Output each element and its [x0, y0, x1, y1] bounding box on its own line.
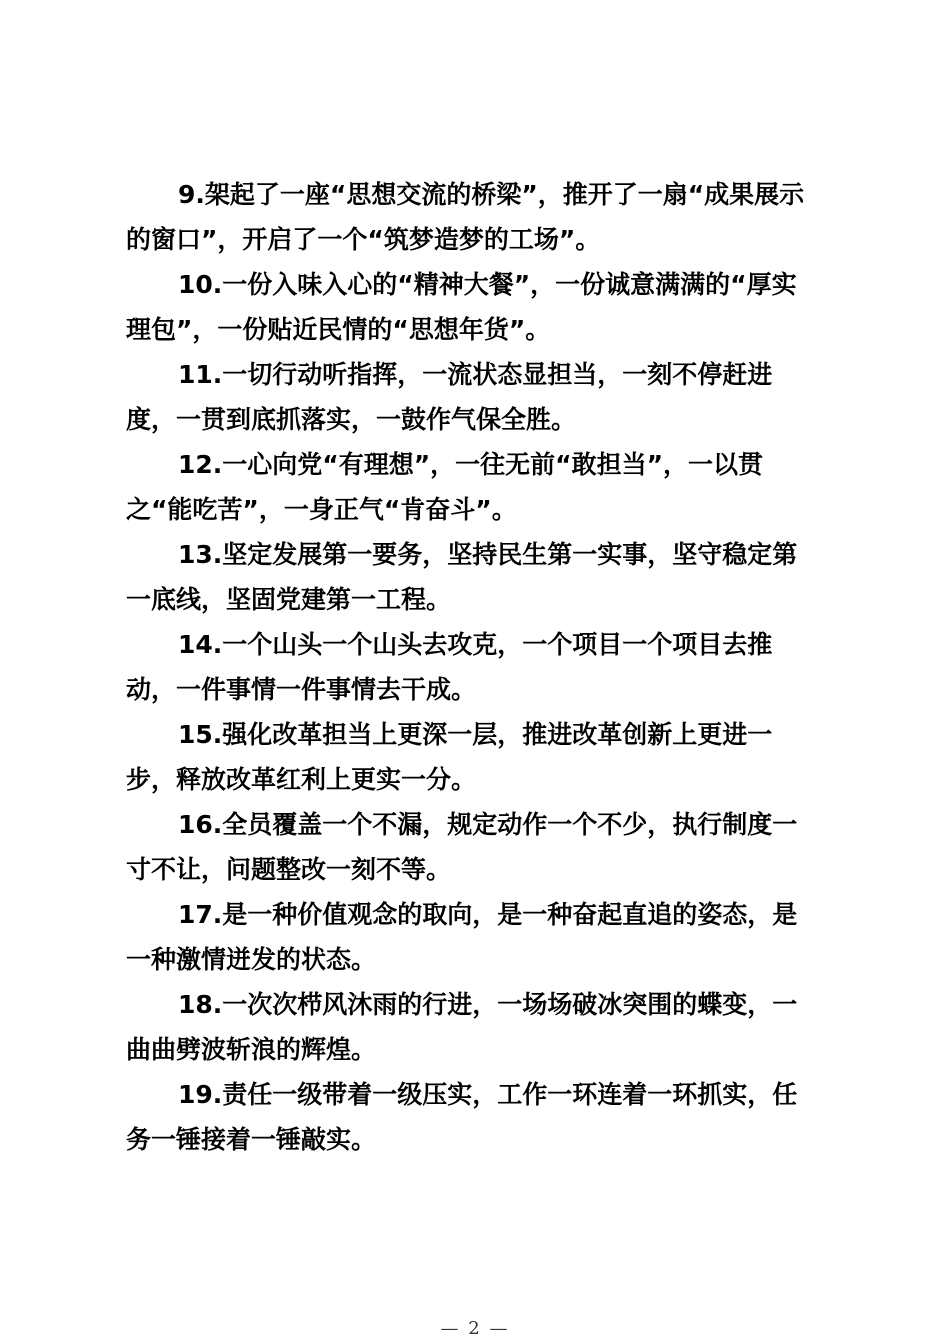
paragraph-line: 寸不让，问题整改一刻不等。 — [126, 855, 452, 884]
paragraph-11 — [126, 352, 826, 442]
paragraph-10 — [126, 262, 826, 352]
paragraph-16 — [126, 802, 826, 892]
document-body — [126, 172, 826, 1162]
paragraph-line: 之“能吃苦”，一身正气“肯奋斗”。 — [126, 495, 517, 524]
paragraph-line: 度，一贯到底抓落实，一鼓作气保全胜。 — [126, 405, 577, 434]
paragraph-line: 曲曲劈波斩浪的辉煌。 — [126, 1035, 377, 1064]
paragraph-18 — [126, 982, 826, 1072]
paragraph-line: 一种激情迸发的状态。 — [126, 945, 377, 974]
paragraph-13 — [126, 532, 826, 622]
paragraph-line: 务一锤接着一锤敲实。 — [126, 1125, 377, 1154]
paragraph-line: 19.责任一级带着一级压实，工作一环连着一环抓实，任 — [178, 1080, 798, 1109]
paragraph-9 — [126, 172, 826, 262]
paragraph-line: 17.是一种价值观念的取向，是一种奋起直追的姿态，是 — [178, 900, 798, 929]
paragraph-line: 12.一心向党“有理想”，一往无前“敢担当”，一以贯 — [178, 450, 764, 479]
paragraph-line: 的窗口”，开启了一个“筑梦造梦的工场”。 — [126, 225, 601, 254]
paragraph-line: 一底线，坚固党建第一工程。 — [126, 585, 452, 614]
paragraph-19 — [126, 1072, 826, 1162]
paragraph-line: 9.架起了一座“思想交流的桥梁”，推开了一扇“成果展示 — [178, 180, 805, 209]
paragraph-line: 13.坚定发展第一要务，坚持民生第一实事，坚守稳定第 — [178, 540, 798, 569]
paragraph-14 — [126, 622, 826, 712]
paragraph-line: 15.强化改革担当上更深一层，推进改革创新上更进一 — [178, 720, 773, 749]
paragraph-line: 理包”，一份贴近民情的“思想年货”。 — [126, 315, 551, 344]
paragraph-12 — [126, 442, 826, 532]
page-number: — 2 — — [440, 1318, 510, 1339]
paragraph-15 — [126, 712, 826, 802]
paragraph-line: 18.一次次栉风沐雨的行进，一场场破冰突围的蝶变，一 — [178, 990, 798, 1019]
paragraph-17 — [126, 892, 826, 982]
paragraph-line: 动，一件事情一件事情去干成。 — [126, 675, 477, 704]
paragraph-line: 10.一份入味入心的“精神大餐”，一份诚意满满的“厚实 — [178, 270, 797, 299]
paragraph-line: 14.一个山头一个山头去攻克，一个项目一个项目去推 — [178, 630, 773, 659]
paragraph-line: 11.一切行动听指挥，一流状态显担当，一刻不停赶进 — [178, 360, 773, 389]
paragraph-line: 16.全员覆盖一个不漏，规定动作一个不少，执行制度一 — [178, 810, 798, 839]
paragraph-line: 步，释放改革红利上更实一分。 — [126, 765, 477, 794]
